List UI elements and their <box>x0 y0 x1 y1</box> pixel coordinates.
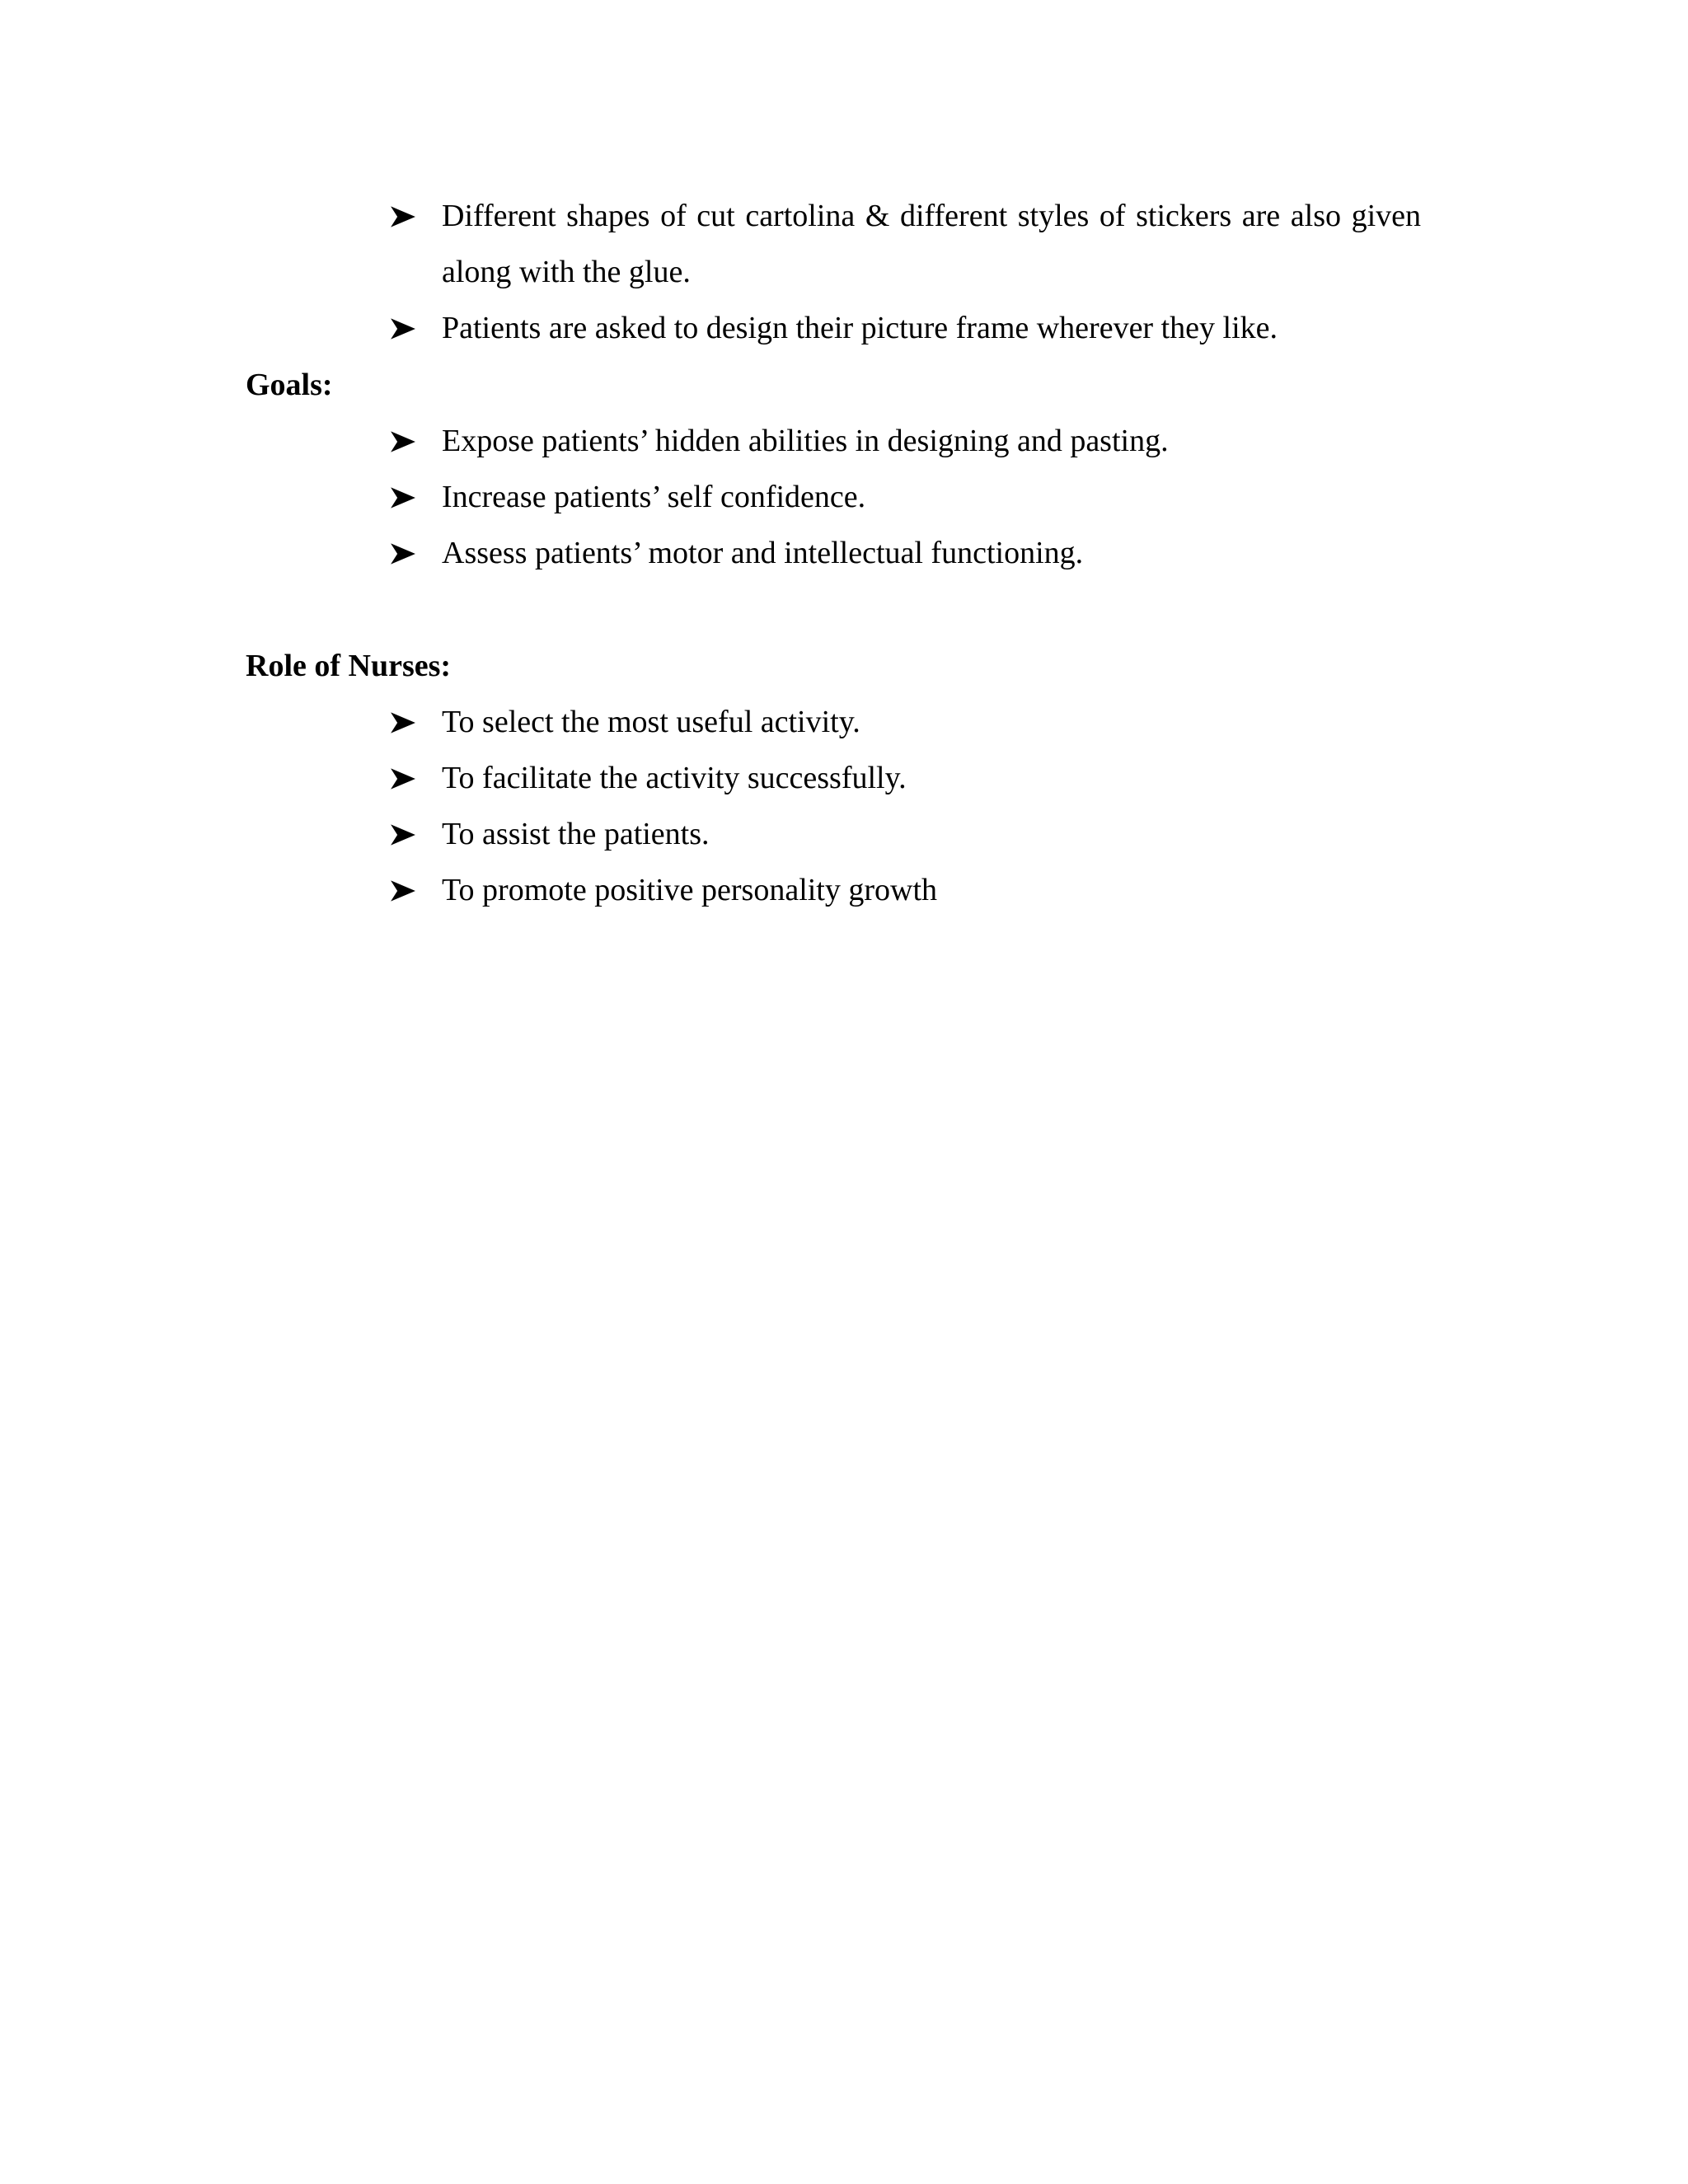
arrowhead-bullet-icon <box>391 824 415 846</box>
section-heading-goals: Goals: <box>246 368 333 402</box>
goals-bullet-list <box>0 413 1688 581</box>
list-item <box>0 525 1421 581</box>
list-item <box>0 469 1421 525</box>
list-item-text: Assess patients’ motor and intellectual functioning. <box>442 536 1084 570</box>
arrowhead-bullet-icon <box>391 318 415 340</box>
arrowhead-bullet-icon <box>391 543 415 565</box>
list-item <box>0 750 1421 806</box>
list-item <box>0 806 1421 862</box>
list-item-text: To assist the patients. <box>442 817 710 851</box>
list-item-text: To facilitate the activity successfully. <box>442 761 907 795</box>
list-item <box>0 862 1421 918</box>
arrowhead-bullet-icon <box>391 206 415 227</box>
list-item <box>0 188 1421 300</box>
list-item-text: To promote positive personality growth <box>442 873 938 907</box>
list-item-text: Different shapes of cut cartolina & different styles of stickers are also given along with the glue. <box>442 199 1421 289</box>
list-item <box>0 694 1421 750</box>
arrowhead-bullet-icon <box>391 768 415 790</box>
intro-bullet-list <box>0 188 1688 356</box>
nurses-bullet-list <box>0 694 1688 918</box>
list-item <box>0 413 1421 469</box>
list-item-text: Patients are asked to design their picture frame wherever they like. <box>442 311 1278 345</box>
arrowhead-bullet-icon <box>391 712 415 733</box>
arrowhead-bullet-icon <box>391 487 415 509</box>
list-item-text: To select the most useful activity. <box>442 705 860 739</box>
arrowhead-bullet-icon <box>391 431 415 452</box>
list-item-text: Increase patients’ self confidence. <box>442 480 866 514</box>
arrowhead-bullet-icon <box>391 880 415 902</box>
list-item <box>0 300 1421 356</box>
list-item-text: Expose patients’ hidden abilities in designing and pasting. <box>442 424 1169 458</box>
section-heading-role-of-nurses: Role of Nurses: <box>246 649 452 683</box>
